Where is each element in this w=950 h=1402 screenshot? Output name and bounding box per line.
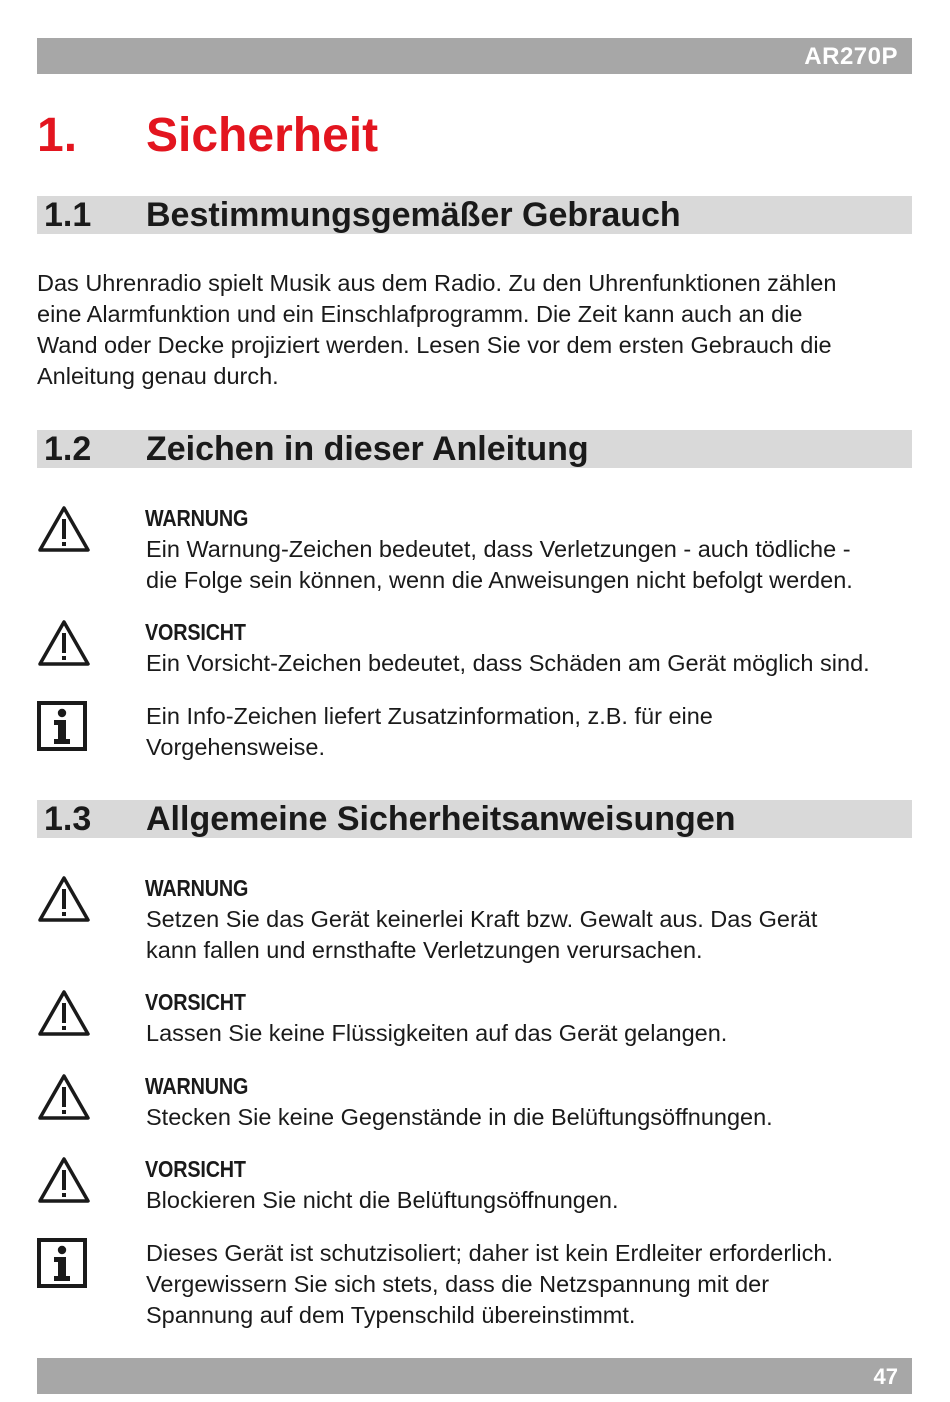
section-title: Allgemeine Sicherheitsanweisungen bbox=[146, 800, 736, 838]
notice-text bbox=[146, 701, 713, 763]
notice-line: Dieses Gerät ist schutzisoliert; daher ist kein Erdleiter erforderlich. bbox=[146, 1240, 833, 1266]
section-title: Bestimmungsgemäßer Gebrauch bbox=[146, 196, 681, 234]
notice-text bbox=[146, 1185, 619, 1216]
notice-text bbox=[146, 648, 870, 679]
section-number: 1.1 bbox=[44, 196, 92, 234]
notice-label: WARNUNG bbox=[145, 505, 249, 531]
notice-text bbox=[146, 1018, 727, 1049]
notice-label: VORSICHT bbox=[145, 1156, 246, 1182]
paragraph-line: Wand oder Decke projiziert werden. Lesen Sie vor dem ersten Gebrauch die bbox=[37, 332, 832, 358]
notice-line: Ein Vorsicht-Zeichen bedeutet, dass Schäden am Gerät möglich sind. bbox=[146, 650, 870, 676]
notice-text bbox=[146, 1238, 833, 1331]
header-bar bbox=[37, 38, 912, 74]
warning-triangle-icon bbox=[37, 619, 91, 667]
notice-label: VORSICHT bbox=[145, 989, 246, 1015]
section-number: 1.2 bbox=[44, 430, 92, 468]
notice-text bbox=[146, 534, 853, 596]
model-number: AR270P bbox=[804, 43, 898, 70]
paragraph-line: Das Uhrenradio spielt Musik aus dem Radio. Zu den Uhrenfunktionen zählen bbox=[37, 270, 837, 296]
section-heading-1-2 bbox=[37, 430, 912, 468]
chapter-number: 1. bbox=[37, 109, 78, 162]
notice-line: kann fallen und ernsthafte Verletzungen verursachen. bbox=[146, 937, 703, 963]
notice-line: Stecken Sie keine Gegenstände in die Belüftungsöffnungen. bbox=[146, 1104, 773, 1130]
warning-triangle-icon bbox=[37, 505, 91, 553]
warning-triangle-icon bbox=[37, 1156, 91, 1204]
notice-line: Vergewissern Sie sich stets, dass die Netzspannung mit der bbox=[146, 1271, 770, 1297]
info-icon bbox=[37, 1238, 87, 1288]
notice-line: Vorgehensweise. bbox=[146, 734, 325, 760]
notice-line: Blockieren Sie nicht die Belüftungsöffnungen. bbox=[146, 1187, 619, 1213]
section-title: Zeichen in dieser Anleitung bbox=[146, 430, 589, 468]
notice-text bbox=[146, 904, 817, 966]
chapter-title: Sicherheit bbox=[146, 109, 379, 162]
warning-triangle-icon bbox=[37, 1073, 91, 1121]
notice-line: Spannung auf dem Typenschild übereinstimmt. bbox=[146, 1302, 636, 1328]
notice-label: VORSICHT bbox=[145, 619, 246, 645]
notice-line: Ein Info-Zeichen liefert Zusatzinformation, z.B. für eine bbox=[146, 703, 713, 729]
notice-label: WARNUNG bbox=[145, 875, 249, 901]
page-number: 47 bbox=[873, 1364, 898, 1389]
footer-bar bbox=[37, 1358, 912, 1394]
warning-triangle-icon bbox=[37, 989, 91, 1037]
notice-line: Setzen Sie das Gerät keinerlei Kraft bzw. Gewalt aus. Das Gerät bbox=[146, 906, 818, 932]
notice-text bbox=[146, 1102, 773, 1133]
section-heading-1-1 bbox=[37, 196, 912, 234]
section-heading-1-3 bbox=[37, 800, 912, 838]
paragraph-line: eine Alarmfunktion und ein Einschlafprogramm. Die Zeit kann auch an die bbox=[37, 301, 803, 327]
info-icon bbox=[37, 701, 87, 751]
section-number: 1.3 bbox=[44, 800, 92, 838]
warning-triangle-icon bbox=[37, 875, 91, 923]
paragraph-line: Anleitung genau durch. bbox=[37, 363, 279, 389]
notice-line: Ein Warnung-Zeichen bedeutet, dass Verletzungen - auch tödliche - bbox=[146, 536, 851, 562]
notice-label: WARNUNG bbox=[145, 1073, 249, 1099]
intended-use-paragraph bbox=[37, 268, 836, 392]
notice-line: Lassen Sie keine Flüssigkeiten auf das Gerät gelangen. bbox=[146, 1020, 728, 1046]
notice-line: die Folge sein können, wenn die Anweisungen nicht befolgt werden. bbox=[146, 567, 853, 593]
